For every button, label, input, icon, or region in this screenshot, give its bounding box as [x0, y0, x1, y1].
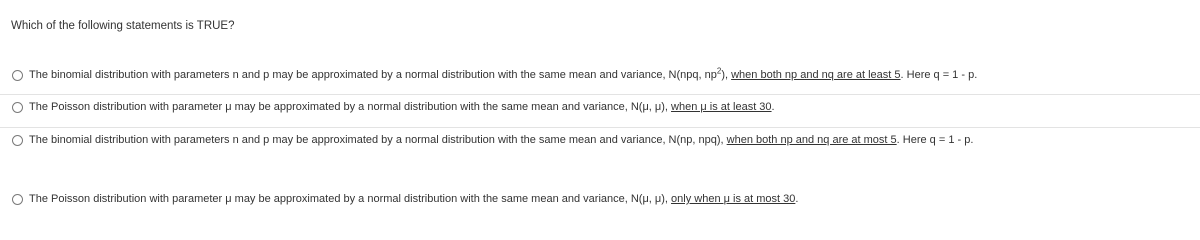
option-2-condition: when μ is at least 30 — [671, 101, 772, 113]
option-4-radio[interactable] — [12, 194, 23, 205]
option-1-label — [29, 66, 978, 81]
option-3[interactable] — [0, 134, 1200, 146]
option-1[interactable] — [0, 66, 1200, 81]
option-2[interactable] — [0, 101, 1200, 113]
divider — [0, 94, 1200, 95]
option-1-superscript: 2 — [716, 66, 722, 76]
option-3-text-end: . Here q = 1 - p. — [896, 134, 974, 146]
option-1-condition: when both np and nq are at least 5 — [731, 69, 901, 81]
option-2-text-end: . — [771, 101, 775, 113]
option-2-text: The Poisson distribution with parameter μ may be approximated by a normal distribution with the same mean and variance, N(μ, μ), — [29, 101, 672, 113]
option-2-radio[interactable] — [12, 102, 23, 113]
option-4[interactable] — [0, 193, 1200, 205]
divider — [0, 127, 1200, 128]
option-1-radio[interactable] — [12, 70, 23, 81]
option-2-label — [29, 101, 775, 113]
option-3-condition: when both np and nq are at most 5 — [726, 134, 897, 146]
option-1-text: The binomial distribution with parameters n and p may be approximated by a normal distribution with the same mean and variance, N(npq, np — [29, 69, 717, 81]
option-1-text-mid: ), — [721, 69, 732, 81]
option-1-text-end: . Here q = 1 - p. — [900, 69, 978, 81]
option-3-radio[interactable] — [12, 135, 23, 146]
question-text: Which of the following statements is TRUE? — [11, 20, 235, 32]
option-4-text: The Poisson distribution with parameter μ may be approximated by a normal distribution with the same mean and variance, N(μ, μ), — [29, 193, 672, 205]
option-3-label — [29, 134, 973, 146]
option-4-text-end: . — [795, 193, 799, 205]
option-3-text: The binomial distribution with parameters n and p may be approximated by a normal distribution with the same mean and variance, N(np, npq), — [29, 134, 727, 146]
option-4-label — [29, 193, 798, 205]
option-4-condition: only when μ is at most 30 — [671, 193, 796, 205]
